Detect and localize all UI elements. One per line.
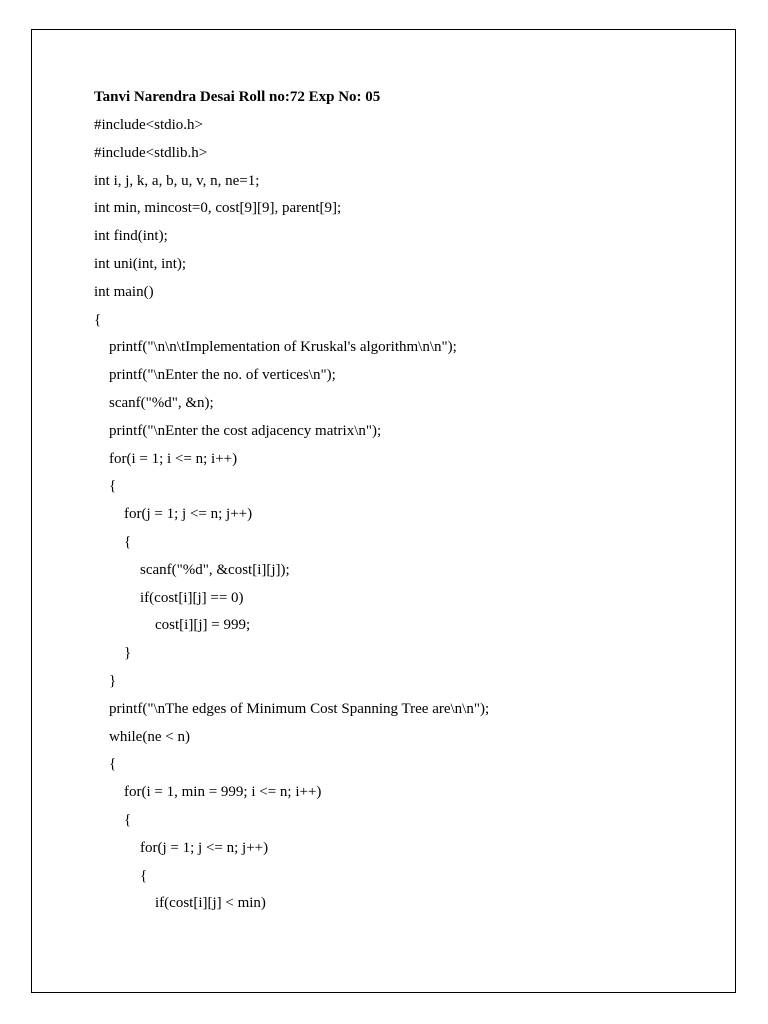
code-line: #include<stdio.h>: [94, 117, 203, 133]
code-line: {: [109, 756, 117, 773]
code-line: for(j = 1; j <= n; j++): [124, 506, 253, 523]
code-line: if(cost[i][j] == 0): [140, 589, 244, 606]
code-line: int find(int);: [94, 228, 168, 245]
code-line: scanf("%d", &cost[i][j]);: [140, 561, 290, 578]
code-line: #include<stdlib.h>: [94, 144, 208, 161]
code-line: printf("\n\n\tImplementation of Kruskal's algorithm\n\n");: [109, 339, 457, 356]
code-line: int i, j, k, a, b, u, v, n, ne=1;: [94, 172, 260, 189]
document-page: [31, 29, 736, 993]
code-line: printf("\nEnter the no. of vertices\n");: [109, 367, 336, 384]
code-line: {: [140, 867, 148, 884]
document-heading: Tanvi Narendra Desai Roll no:72 Exp No: 05: [94, 89, 381, 105]
code-line: for(j = 1; j <= n; j++): [140, 839, 269, 856]
code-line: }: [109, 672, 117, 689]
code-line: int uni(int, int);: [94, 255, 187, 272]
code-line: cost[i][j] = 999;: [155, 617, 251, 634]
code-line: {: [124, 533, 132, 550]
code-line: printf("\nThe edges of Minimum Cost Spanning Tree are\n\n");: [109, 700, 490, 717]
code-line: {: [109, 478, 117, 495]
code-line: {: [94, 311, 102, 328]
code-line: printf("\nEnter the cost adjacency matrix\n");: [109, 422, 382, 439]
code-line: }: [124, 645, 132, 662]
code-line: for(i = 1; i <= n; i++): [109, 450, 238, 467]
code-line: scanf("%d", &n);: [109, 394, 214, 411]
code-line: {: [124, 811, 132, 828]
code-block: [94, 116, 489, 922]
code-line: if(cost[i][j] < min): [155, 895, 266, 912]
code-line: int main(): [94, 283, 154, 300]
code-line: for(i = 1, min = 999; i <= n; i++): [124, 784, 322, 801]
code-line: int min, mincost=0, cost[9][9], parent[9];: [94, 200, 342, 217]
code-line: while(ne < n): [109, 728, 190, 745]
